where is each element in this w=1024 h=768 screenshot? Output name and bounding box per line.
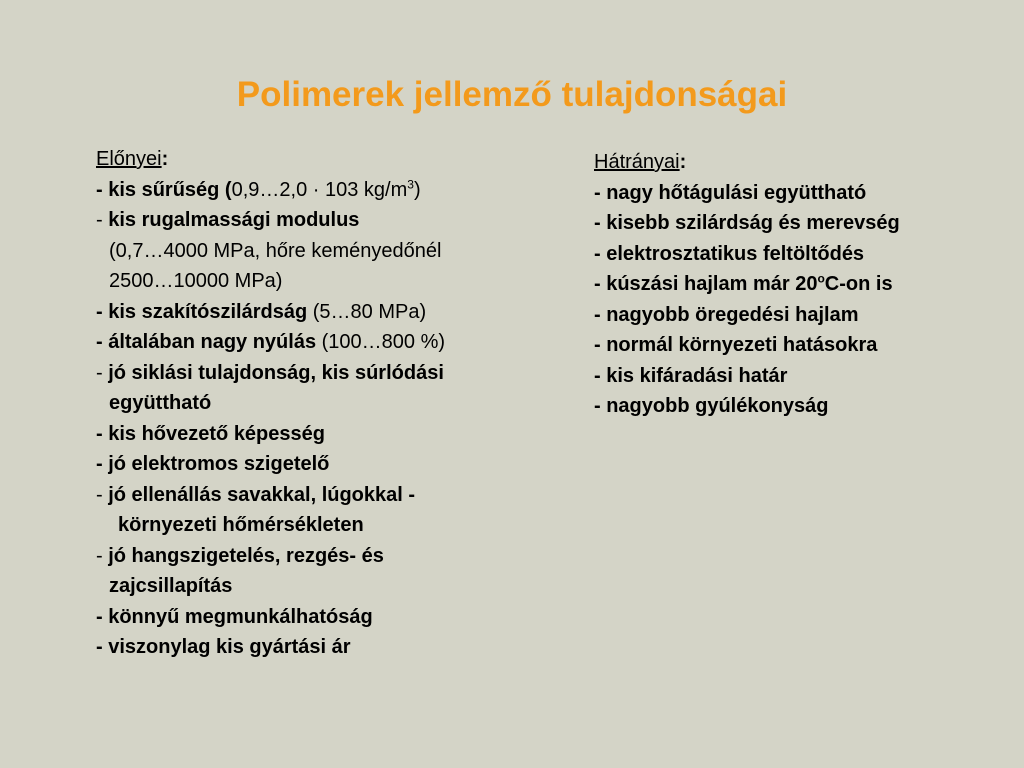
list-item-elongation: - általában nagy nyúlás (100…800 %) — [96, 331, 446, 353]
list-item: - nagyobb gyúlékonyság — [594, 395, 829, 417]
list-item-modulus-cont: (0,7…4000 MPa, hőre keményedőnél — [109, 239, 442, 262]
list-item-tensile: - kis szakítószilárdság (5…80 MPa) — [96, 300, 427, 323]
list-item-density: - kis sűrűség (0,9…2,0 · 103 $kg/m^3$) — [96, 176, 421, 201]
list-item-sliding: - jó siklási tulajdonság, kis súrlódási — [96, 361, 444, 384]
list-item: - normál környezeti hatásokra — [594, 334, 878, 356]
list-item: - nagyobb öregedési hajlam — [594, 303, 859, 326]
list-item-sliding-cont: együttható — [109, 392, 212, 414]
disadvantages-heading-word: Hátrányai — [594, 151, 680, 173]
list-item-workability: - könnyű megmunkálhatóság — [96, 605, 373, 628]
list-item-modulus-cont2: 2500…10000 MPa) — [109, 270, 283, 292]
advantages-heading: Előnyei: — [96, 148, 169, 170]
list-item-sound: - jó hangszigetelés, rezgés- és — [96, 544, 384, 567]
list-item: - nagy hőtágulási együttható — [594, 181, 867, 204]
page-title: Polimerek jellemző tulajdonságai — [236, 75, 788, 114]
list-item-resistance: - jó ellenállás savakkal, lúgokkal - — [96, 483, 416, 506]
list-item-creep: - kúszási hajlam már 20$^o$C-on is — [594, 271, 893, 295]
list-item: - kisebb szilárdság és merevség — [594, 212, 900, 234]
disadvantages-heading: Hátrányai: — [594, 151, 687, 173]
list-item-resistance-cont: környezeti hőmérsékleten — [118, 514, 364, 536]
list-item-cost: - viszonylag kis gyártási ár — [96, 636, 351, 658]
list-item-modulus: - kis rugalmassági modulus — [96, 209, 360, 231]
list-item-insulator: - jó elektromos szigetelő — [96, 453, 330, 475]
advantages-column — [96, 144, 566, 663]
list-item-sound-cont: zajcsillapítás — [109, 575, 233, 597]
advantages-heading-word: Előnyei — [96, 148, 162, 170]
list-item: - elektrosztatikus feltöltődés — [594, 242, 865, 265]
list-item: - kis kifáradási határ — [594, 364, 788, 387]
disadvantages-column — [594, 147, 1014, 422]
list-item-heat-conductivity: - kis hővezető képesség — [96, 422, 325, 445]
